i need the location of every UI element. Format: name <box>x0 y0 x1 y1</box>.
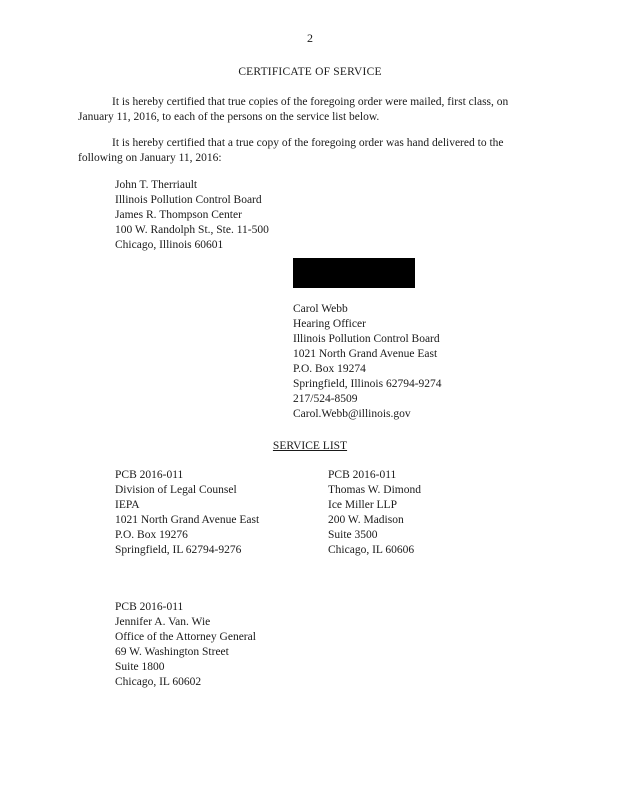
certificate-title: CERTIFICATE OF SERVICE <box>238 66 382 78</box>
service-list-entry-iepa <box>115 468 259 558</box>
address-line: 69 W. Washington Street <box>115 646 229 658</box>
address-line: Chicago, IL 60602 <box>115 676 202 688</box>
address-line: Jennifer A. Van. Wie <box>115 616 211 628</box>
signature-line: Carol Webb <box>293 303 348 315</box>
address-line: Division of Legal Counsel <box>115 484 237 496</box>
hand-delivery-certification-paragraph: It is hereby certified that a true copy of the foregoing order was hand delivered to the following on January 11, 2016: <box>78 137 504 164</box>
address-line: Suite 3500 <box>328 529 378 541</box>
address-line: Chicago, Illinois 60601 <box>115 239 224 251</box>
address-line: John T. Therriault <box>115 179 198 191</box>
page-number: 2 <box>307 31 313 45</box>
address-line: 1021 North Grand Avenue East <box>115 514 260 526</box>
mailed-certification-paragraph: It is hereby certified that true copies of the foregoing order were mailed, first class, on January 11, 2016, to each of the persons on the service list below. <box>78 96 509 123</box>
signature-line: 1021 North Grand Avenue East <box>293 348 438 360</box>
address-line: Office of the Attorney General <box>115 631 256 643</box>
address-line: Chicago, IL 60606 <box>328 544 415 556</box>
address-line: 100 W. Randolph St., Ste. 11-500 <box>115 224 269 236</box>
email-line: Carol.Webb@illinois.gov <box>293 408 411 420</box>
signature-line: Hearing Officer <box>293 318 366 330</box>
address-line: 200 W. Madison <box>328 514 404 526</box>
address-line: IEPA <box>115 499 140 511</box>
service-list-entry-ice-miller <box>328 468 421 558</box>
hand-delivery-recipient-address <box>115 178 269 253</box>
address-line: James R. Thompson Center <box>115 209 242 221</box>
address-line: PCB 2016-011 <box>115 601 184 613</box>
signature-line: P.O. Box 19274 <box>293 363 366 375</box>
redacted-signature-block <box>293 258 415 288</box>
signature-line: Illinois Pollution Control Board <box>293 333 440 345</box>
address-line: Thomas W. Dimond <box>328 484 421 496</box>
service-list-title: SERVICE LIST <box>272 440 348 452</box>
hearing-officer-signature-block <box>293 302 442 422</box>
address-line: PCB 2016-011 <box>328 469 397 481</box>
signature-line: Springfield, Illinois 62794-9274 <box>293 378 442 390</box>
address-line: P.O. Box 19276 <box>115 529 188 541</box>
address-line: Springfield, IL 62794-9276 <box>115 544 242 556</box>
address-line: Suite 1800 <box>115 661 165 673</box>
signature-line: 217/524-8509 <box>293 393 358 405</box>
service-list-entry-attorney-general <box>115 600 256 690</box>
address-line: Ice Miller LLP <box>328 499 397 511</box>
address-line: PCB 2016-011 <box>115 469 184 481</box>
address-line: Illinois Pollution Control Board <box>115 194 262 206</box>
